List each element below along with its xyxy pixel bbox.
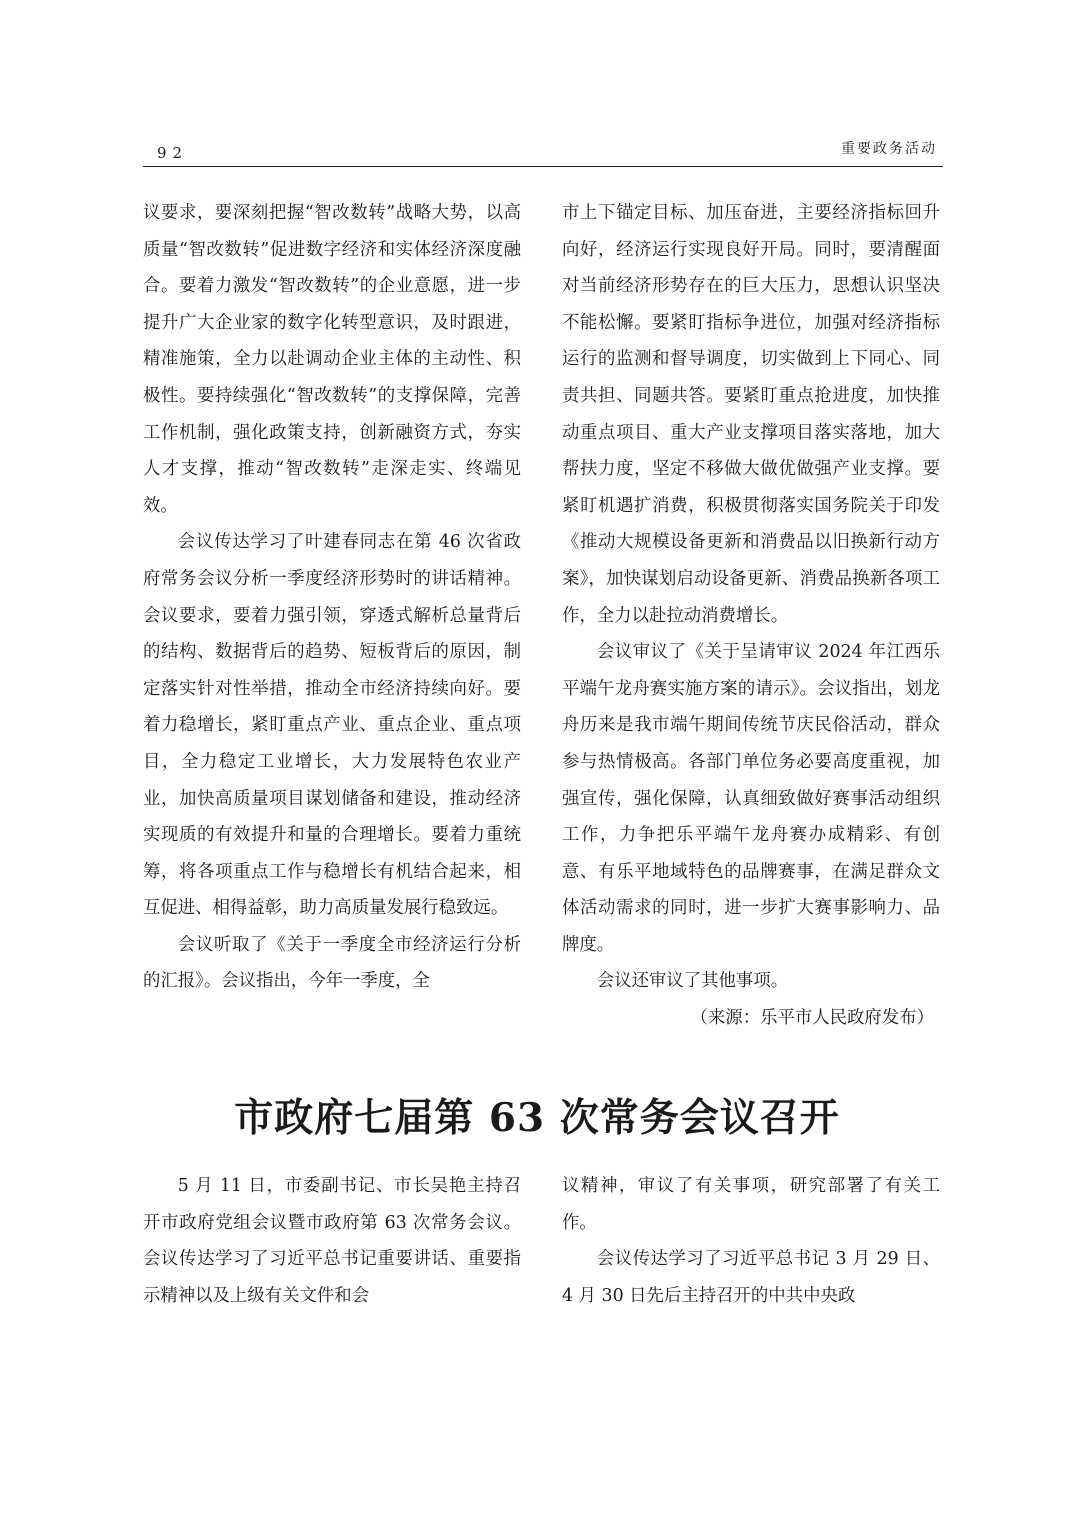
paragraph: 5 月 11 日，市委副书记、市长吴艳主持召开市政府党组会议暨市政府第 63 次常务会议。会议传达学习了习近平总书记重要讲话、重要指示精神以及上级有关文件和会 (143, 1176, 521, 1306)
paragraph: 会议审议了《关于呈请审议 2024 年江西乐平端午龙舟赛实施方案的请示》。会议指出，划龙舟历来是我市端午期间传统节庆民俗活动，群众参与热情极高。各部门单位务必要高度重视，加强宣传，强化保障，认真细致做好赛事活动组织工作，力争把乐平端午龙舟赛办成精彩、有创意、有乐平地域特色的品牌赛事，在满足群众文体活动需求的同时，进一步扩大赛事影响力、品牌度。 (562, 642, 940, 955)
paragraph: 会议还审议了其他事项。 (596, 971, 789, 992)
paragraph: 会议听取了《关于一季度全市经济运行分析的汇报》。会议指出，今年一季度，全 (143, 934, 521, 992)
bottom-right-column (562, 1168, 940, 1314)
article-title: 市政府七届第 63 次常务会议召开 (234, 1095, 840, 1141)
source-attribution: （来源：乐平市人民政府发布） (690, 1008, 934, 1029)
top-left-column (143, 195, 521, 1000)
page-number: 92 (157, 144, 189, 162)
section-title: 重要政务活动 (841, 141, 937, 157)
page-header (143, 138, 943, 167)
paragraph: 议要求，要深刻把握“智改数转”战略大势，以高质量“智改数转”促进数字经济和实体经济深度融合。要着力激发“智改数转”的企业意愿，进一步提升广大企业家的数字化转型意识，及时跟进，精准施策，全力以赴调动企业主体的主动性、积极性。要持续强化“智改数转”的支撑保障，完善工作机制，强化政策支持，创新融资方式，夯实人才支撑，推动“智改数转”走深走实、终端见效。 (143, 203, 521, 516)
top-right-column (562, 195, 940, 1037)
paragraph: 会议传达学习了叶建春同志在第 46 次省政府常务会议分析一季度经济形势时的讲话精神。会议要求，要着力强引领，穿透式解析总量背后的结构、数据背后的趋势、短板背后的原因，制定落实针对性举措，推动全市经济持续向好。要着力稳增长，紧盯重点产业、重点企业、重点项目，全力稳定工业增长，大力发展特色农业产业，加快高质量项目谋划储备和建设，推动经济实现质的有效提升和量的合理增长。要着力重统筹，将各项重点工作与稳增长有机结合起来，相互促进、相得益彰，助力高质量发展行稳致远。 (143, 532, 521, 919)
bottom-left-column (143, 1168, 521, 1314)
paragraph: 议精神，审议了有关事项，研究部署了有关工作。 (562, 1176, 940, 1233)
paragraph: 市上下锚定目标、加压奋进，主要经济指标回升向好，经济运行实现良好开局。同时，要清醒面对当前经济形势存在的巨大压力，思想认识坚决不能松懈。要紧盯指标争进位，加强对经济指标运行的监测和督导调度，切实做到上下同心、同责共担、同题共答。要紧盯重点抢进度，加快推动重点项目、重大产业支撑项目落实落地，加大帮扶力度，坚定不移做大做优做强产业支撑。要紧盯机遇扩消费，积极贯彻落实国务院关于印发《推动大规模设备更新和消费品以旧换新行动方案》，加快谋划启动设备更新、消费品换新各项工作，全力以赴拉动消费增长。 (562, 203, 940, 626)
paragraph: 会议传达学习了习近平总书记 3 月 29 日、4 月 30 日先后主持召开的中共中央政 (562, 1249, 940, 1306)
